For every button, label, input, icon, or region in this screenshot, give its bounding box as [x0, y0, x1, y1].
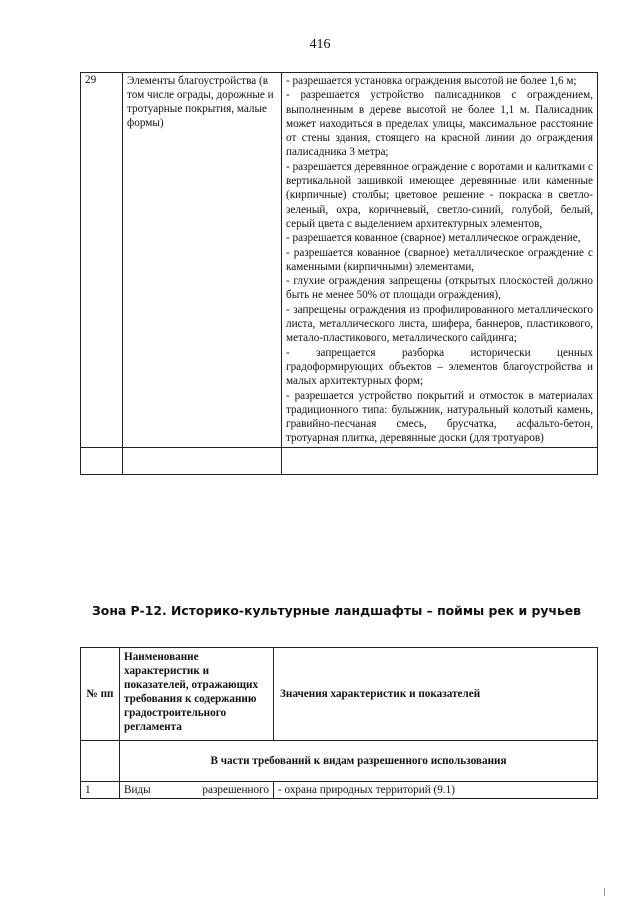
page-number: 416	[309, 37, 331, 52]
table-row	[81, 782, 598, 799]
value-item: - разрешается установка ограждения высотой не более 1,6 м;	[286, 75, 577, 87]
section-title: В части требований к видам разрешенного использования	[120, 741, 598, 782]
table-row	[81, 73, 598, 448]
value-item: - разрешается деревянное ограждение с воротами и калитками с вертикальной зашивкой имеющее деревянные или каменные (кирпичные) столбы; цветовое решение - покраска в светло-зеленый, охра, коричневый, светло-синий, голубой, белый, серый цвета с выделением архитектурных элементов,	[286, 160, 593, 230]
row-values-cell	[282, 73, 598, 448]
value-item: - запрещены ограждения из профилированного металлического листа, металлического листа, шифера, баннеров, пластикового, метало-пластикового, металлического сайдинга;	[286, 303, 593, 345]
row-number-cell: 29	[81, 73, 123, 448]
section-row	[81, 741, 598, 782]
table-row-empty	[81, 447, 598, 474]
row-name-left: Виды	[124, 784, 151, 796]
header-value-cell: Значения характеристик и показателей	[274, 648, 598, 741]
header-number-cell: № пп	[81, 648, 120, 741]
value-item: - разрешается устройство палисадников с ограждением, выполненным в дереве высотой не более 1,1 м. Палисадник может находиться в пределах улицы, максимальное расстояние от стены здания, стоящего на красной линии до ограждения палисадника 3 метра;	[286, 89, 593, 159]
value-item: - запрещается разборка исторически ценных градоформирующих объектов – элементов благоустройства и малых архитектурных форм;	[286, 346, 593, 388]
zone-heading: Зона Р-12. Историко-культурные ландшафты – поймы рек и ручьев	[92, 603, 582, 618]
empty-cell	[123, 447, 282, 474]
row-name-right: разрешенного	[202, 784, 269, 796]
empty-cell	[81, 447, 123, 474]
value-item: - разрешается устройство покрытий и отмосток в материалах традиционного типа: булыжник, натуральный колотый камень, гравийно-песчаная смесь, брусчатка, асфальто-бетон, тротуарная плитка, деревянные доски (для тротуаров)	[286, 389, 593, 445]
row-name-cell: Элементы благоустройства (в том числе ограды, дорожные и тротуарные покрытия, малые формы)	[123, 73, 282, 448]
row-name-cell	[120, 782, 274, 799]
regulation-table-continued	[80, 72, 598, 475]
empty-cell	[282, 447, 598, 474]
empty-cell	[81, 741, 120, 782]
row-value-cell: - охрана природных территорий (9.1)	[274, 782, 598, 799]
table-header-row	[81, 648, 598, 741]
header-name-cell: Наименование характеристик и показателей, отражающих требования к содержанию градостроительного регламента	[120, 648, 274, 741]
regulation-table	[80, 647, 598, 799]
row-number-cell: 1	[81, 782, 120, 799]
value-item: - разрешается кованное (сварное) металлическое ограждение с каменными (кирпичными) элементами,	[286, 246, 593, 273]
scan-edge-mark	[604, 888, 605, 896]
value-item: - разрешается кованное (сварное) металлическое ограждение,	[286, 232, 581, 245]
value-item: - глухие ограждения запрещены (открытых плоскостей должно быть не менее 50% от площади ограждения),	[286, 275, 593, 302]
